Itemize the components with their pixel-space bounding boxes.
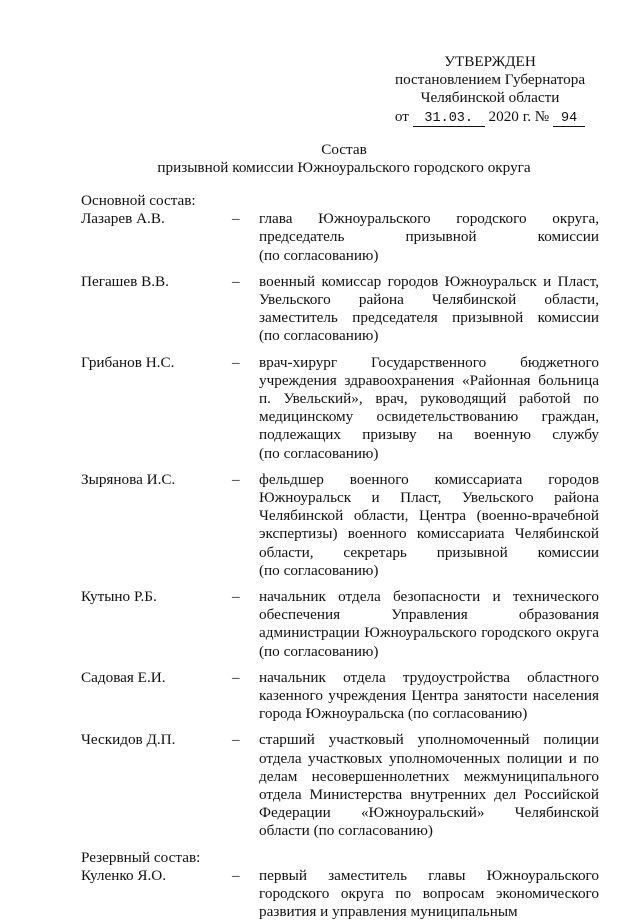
member-entry <box>81 471 609 580</box>
member-description-line: (по согласованию) <box>259 246 379 264</box>
member-description-line: отдела Министерства внутренних дел Российской <box>259 786 599 804</box>
member-description-line: развития и управления муниципальным <box>259 903 518 921</box>
reserve-section-label: Резервный состав: <box>81 848 201 866</box>
member-entry <box>81 273 609 346</box>
member-entry <box>81 354 609 463</box>
member-description <box>259 731 599 840</box>
member-dash: – <box>232 588 240 606</box>
member-description-line: обеспечения Управления образования <box>259 606 599 624</box>
member-dash: – <box>232 353 240 371</box>
member-name: Зырянова И.С. <box>81 470 176 488</box>
member-description-line: медицинскому освидетельствованию граждан, <box>259 408 599 426</box>
member-name: Садовая Е.И. <box>81 668 166 686</box>
title-line-1: Состав <box>321 141 367 158</box>
title-line-2: призывной комиссии Южноуральского городского округа <box>157 159 531 177</box>
approval-line-2: Челябинской области <box>420 89 560 107</box>
member-description-line: председатель призывной комиссии <box>259 228 599 246</box>
member-dash: – <box>232 668 240 686</box>
member-description-line: п. Увельский», врач, руководящий работой по <box>259 390 599 408</box>
member-description-line: заместитель председателя призывной комиссии <box>259 309 599 327</box>
member-description-line: администрации Южноуральского городского округа <box>259 624 599 642</box>
approval-date: 31.03. <box>413 112 485 127</box>
member-description-line: фельдшер военного комиссариата городов <box>259 470 599 488</box>
member-list <box>81 192 609 921</box>
member-entry <box>81 210 609 265</box>
member-description-line: экспертизы) военного комиссариата Челябинской <box>259 525 599 543</box>
member-description-line: казенного учреждения Центра занятости населения <box>259 687 599 705</box>
member-name: Грибанов Н.С. <box>81 353 175 371</box>
approval-heading: УТВЕРЖДЕН <box>444 53 536 70</box>
member-name: Пегашев В.В. <box>81 272 169 290</box>
member-description <box>259 354 599 463</box>
member-description-line: начальник отдела безопасности и технического <box>259 588 599 606</box>
member-description-line: (по согласованию) <box>259 561 379 579</box>
member-description-line: глава Южноуральского городского округа, <box>259 210 599 228</box>
member-description-line: делам несовершеннолетних межмуниципального <box>259 767 599 785</box>
member-entry <box>81 731 609 840</box>
approval-line-1: постановлением Губернатора <box>394 71 586 89</box>
member-description-line: Федерации «Южноуральский» Челябинской <box>259 804 599 822</box>
approval-stamp <box>372 53 608 127</box>
main-members <box>81 210 609 849</box>
entry-gap <box>81 265 609 273</box>
member-description <box>259 210 599 265</box>
member-name: Кутыно Р.Б. <box>81 588 157 606</box>
approval-number: 94 <box>553 112 585 127</box>
member-description-line: отдела участковых уполномоченных полиции и по <box>259 749 599 767</box>
member-entry <box>81 867 609 921</box>
member-dash: – <box>232 210 240 228</box>
member-description <box>259 867 599 921</box>
approval-date-line <box>372 108 608 127</box>
member-description <box>259 669 599 724</box>
member-entry <box>81 669 609 724</box>
member-description <box>259 273 599 346</box>
member-description-line: городского округа по вопросам экономического <box>259 885 599 903</box>
member-dash: – <box>232 470 240 488</box>
member-description-line: области, секретарь призывной комиссии <box>259 543 599 561</box>
member-description-line: врач-хирург Государственного бюджетного <box>259 353 599 371</box>
member-description-line: города Южноуральска (по согласованию) <box>259 705 528 723</box>
member-name: Ческидов Д.П. <box>81 731 176 749</box>
approval-from-prefix: от <box>394 107 409 125</box>
member-name: Куленко Я.О. <box>81 866 167 884</box>
main-section-label: Основной состав: <box>81 192 196 209</box>
member-description-line: первый заместитель главы Южноуральского <box>259 866 599 884</box>
entry-gap <box>81 346 609 354</box>
entry-gap <box>81 580 609 588</box>
member-description-line: области (по согласованию) <box>259 822 433 840</box>
member-description-line: (по согласованию) <box>259 444 379 462</box>
approval-year-suffix: 2020 г. № <box>488 107 550 125</box>
member-dash: – <box>232 731 240 749</box>
member-description-line: начальник отдела трудоустройства областного <box>259 668 599 686</box>
member-description-line: подлежащих призыву на военную службу <box>259 426 599 444</box>
member-description-line: учреждения здравоохранения «Районная больница <box>259 371 599 389</box>
member-description-line: Южноуральск и Пласт, Увельского района <box>259 489 599 507</box>
member-description-line: (по согласованию) <box>259 642 379 660</box>
member-description-line: Увельского района Челябинской области, <box>259 291 599 308</box>
member-description <box>259 588 599 661</box>
member-description <box>259 471 599 580</box>
reserve-members <box>81 867 609 921</box>
member-description-line: военный комиссар городов Южноуральск и Пласт, <box>259 272 599 290</box>
member-entry <box>81 588 609 661</box>
member-dash: – <box>232 866 240 884</box>
document-title <box>80 141 608 177</box>
member-name: Лазарев А.В. <box>81 210 165 228</box>
member-description-line: Челябинской области, Центра (военно-врачебной <box>259 507 599 525</box>
entry-gap <box>81 661 609 669</box>
member-description-line: (по согласованию) <box>259 327 379 345</box>
entry-gap <box>81 723 609 731</box>
member-dash: – <box>232 272 240 290</box>
entry-gap <box>81 463 609 471</box>
member-description-line: старший участковый уполномоченный полиции <box>259 731 599 749</box>
entry-gap <box>81 841 609 849</box>
